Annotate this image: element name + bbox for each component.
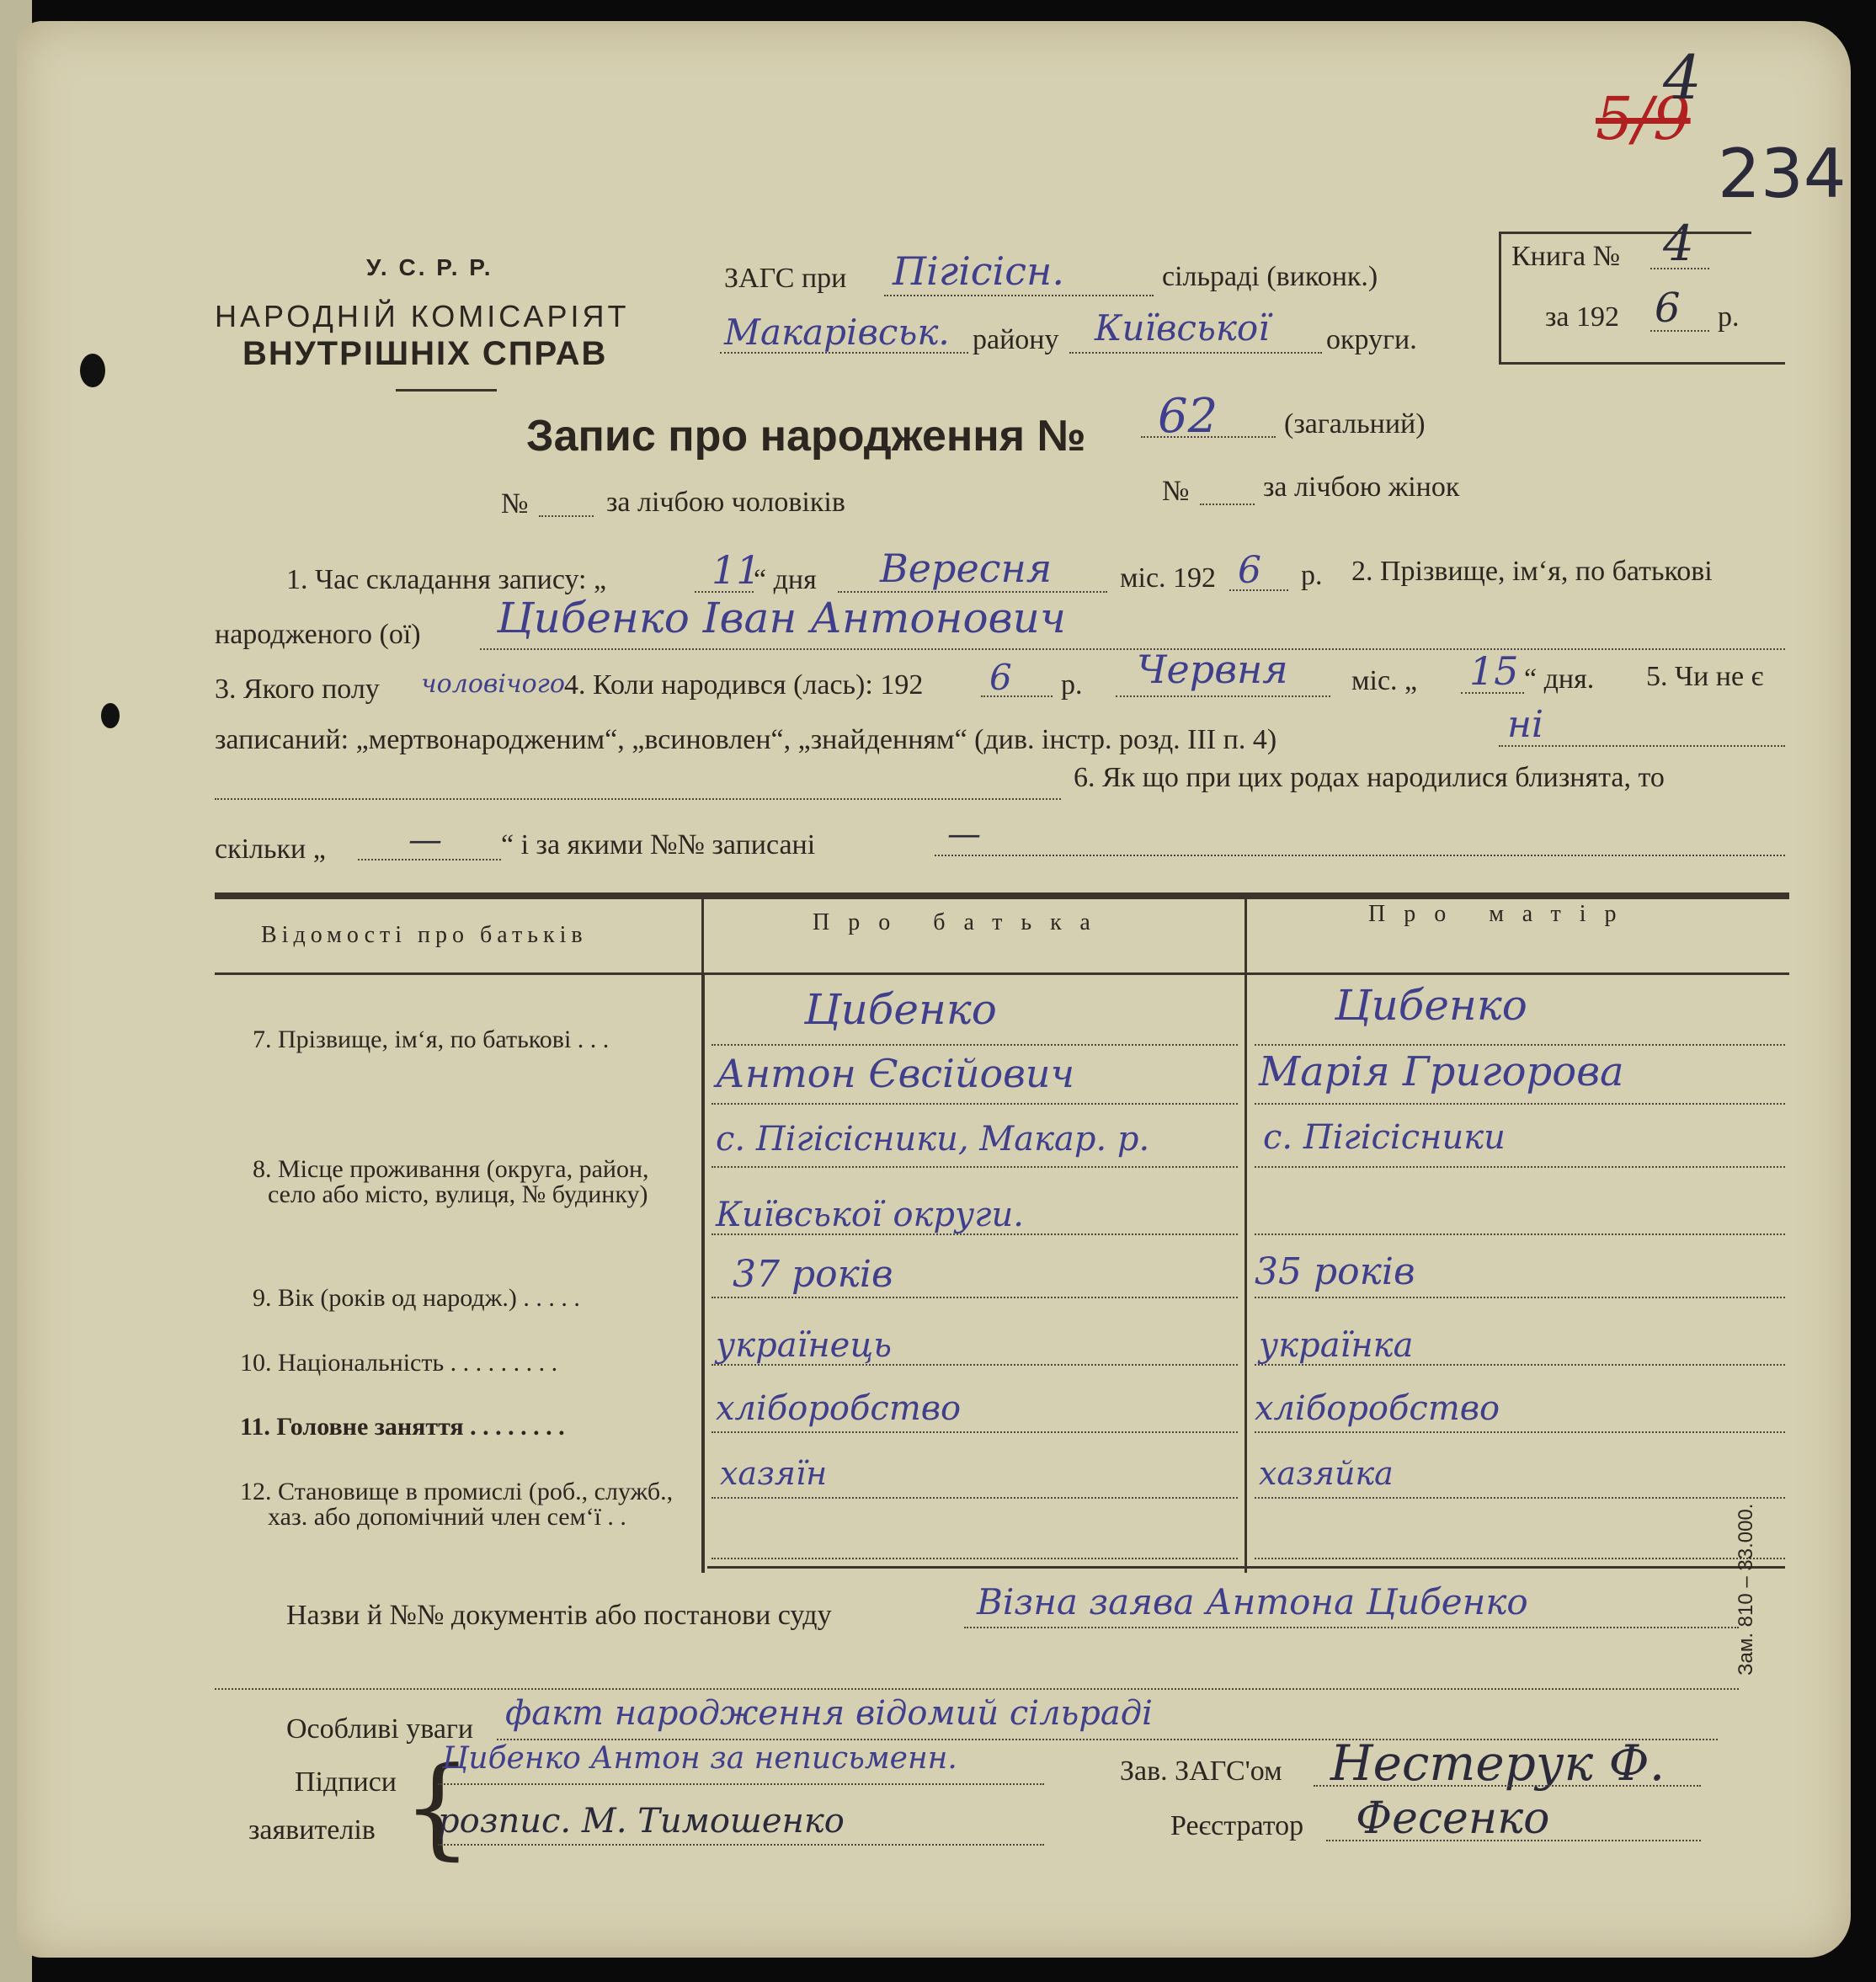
twins-numbers-line xyxy=(935,855,1785,856)
child-sex: чоловічого xyxy=(421,669,565,699)
documents-line-1 xyxy=(964,1627,1739,1628)
q1-year-line xyxy=(1229,589,1288,591)
print-code: Зам. 810 – 33.000. xyxy=(1735,1503,1757,1676)
mother-line-4 xyxy=(1255,1233,1785,1235)
father-line-8 xyxy=(711,1497,1238,1499)
book-year-digit: 6 xyxy=(1655,285,1681,332)
header-underline xyxy=(396,389,497,392)
q5-cont: записаний: „мертвонародженим“, „всиновлен“, „знайденням“ (див. інстр. розд. III п. 4) xyxy=(215,724,1277,755)
table-top-rule xyxy=(215,892,1789,899)
row-label-name: 7. Прізвище, ім‘я, по батькові . . . xyxy=(253,1026,610,1053)
father-age: 37 років xyxy=(733,1253,893,1296)
mother-nationality: українка xyxy=(1259,1326,1414,1365)
child-name-line xyxy=(480,648,1785,650)
father-line-3 xyxy=(711,1166,1238,1168)
book-label: Книга № xyxy=(1511,241,1621,272)
mother-line-3 xyxy=(1255,1166,1785,1168)
mother-line-8 xyxy=(1255,1497,1785,1499)
table-col-divider-1 xyxy=(701,894,704,975)
notes-value: факт народження відомий сільраді xyxy=(505,1694,1153,1733)
mother-age: 35 років xyxy=(1255,1250,1415,1293)
father-residence-2: Київської округи. xyxy=(716,1196,1024,1234)
registrar-line xyxy=(1326,1840,1701,1841)
documents-line-2 xyxy=(215,1688,1739,1690)
father-given-name: Антон Євсійович xyxy=(716,1051,1075,1096)
q1-day-line xyxy=(695,591,754,593)
applicant-line-2 xyxy=(438,1844,1044,1846)
birth-day-line xyxy=(1461,692,1524,694)
men-count-prefix: № xyxy=(501,488,529,519)
q1-label: 1. Час складання запису: „ xyxy=(286,564,607,595)
q4-day-label: “ дня. xyxy=(1524,663,1595,695)
row-label-nationality: 10. Національність . . . . . . . . . xyxy=(240,1349,558,1377)
men-count-label: за лічбою чоловіків xyxy=(606,487,845,518)
q2-label: 2. Прізвище, ім‘я, по батькові xyxy=(1351,556,1713,587)
page-number: 234 xyxy=(1718,135,1847,213)
book-box-left xyxy=(1499,232,1501,365)
book-year-line xyxy=(1650,330,1709,332)
book-number: 4 xyxy=(1663,215,1694,272)
signatures-brace: { xyxy=(402,1743,472,1871)
father-occupation: хліборобство xyxy=(716,1389,962,1428)
documents-value: Візна заява Антона Цибенко xyxy=(977,1581,1528,1622)
record-title-suffix: (загальний) xyxy=(1284,408,1426,440)
ministry-line1: НАРОДНІЙ КОМІСАРІЯТ xyxy=(215,299,630,333)
birth-month: Червня xyxy=(1137,647,1288,692)
book-box-top xyxy=(1499,232,1751,234)
margin-number-top: 4 xyxy=(1663,42,1702,113)
twins-count-line xyxy=(358,859,501,860)
q1-month-label: міс. 192 xyxy=(1120,562,1217,594)
father-residence-1: с. Пігісісники, Макар. р. xyxy=(716,1120,1150,1159)
col-header-info: Відомості про батьків xyxy=(261,922,588,948)
q1-day: 11 xyxy=(711,547,761,593)
father-line-7 xyxy=(711,1431,1238,1433)
q4-month-label: міс. „ xyxy=(1351,665,1418,696)
q6-label: 6. Як що при цих родах народилися близнята, то xyxy=(1074,762,1665,793)
applicant-signature-1: Цибенко Антон за неписьменн. xyxy=(442,1741,957,1776)
q5-label: 5. Чи не є xyxy=(1646,661,1764,692)
q6-cont1: скільки „ xyxy=(215,834,326,865)
father-line-2 xyxy=(711,1103,1238,1105)
father-surname: Цибенко xyxy=(804,985,997,1034)
row-label-residence-2: село або місто, вулиця, № будинку) xyxy=(268,1180,648,1208)
applicant-line-1 xyxy=(438,1783,1044,1785)
mother-line-1 xyxy=(1255,1044,1785,1046)
mother-occupation: хліборобство xyxy=(1255,1389,1500,1428)
twins-count: — xyxy=(408,821,442,860)
head-label: Зав. ЗАГС'ом xyxy=(1120,1756,1282,1787)
row-label-residence: 8. Місце проживання (округа, район, xyxy=(253,1155,649,1183)
state-name: У. С. Р. Р. xyxy=(366,254,493,280)
mother-given-name: Марія Григорова xyxy=(1259,1048,1624,1095)
row-label-age: 9. Вік (років од народж.) . . . . . xyxy=(253,1284,580,1312)
table-col-divider-body-1 xyxy=(701,975,705,1573)
book-box-bottom xyxy=(1499,362,1785,365)
q1-year: 6 xyxy=(1238,549,1261,592)
mother-line-7 xyxy=(1255,1431,1785,1433)
women-count-line xyxy=(1200,503,1255,505)
margin-number-crossed: 5/9 xyxy=(1596,84,1691,153)
zags-council-suffix: сільраді (виконк.) xyxy=(1162,261,1378,292)
father-line-9 xyxy=(711,1558,1238,1559)
record-number: 62 xyxy=(1158,389,1218,444)
q5-answer-line xyxy=(1499,745,1785,747)
mother-line-9 xyxy=(1255,1558,1785,1559)
mother-position: хазяйка xyxy=(1259,1455,1394,1492)
q4-label: 4. Коли народився (лась): 192 xyxy=(564,669,924,701)
father-line-4 xyxy=(711,1233,1238,1235)
table-header-rule xyxy=(215,972,1789,975)
col-header-father: Про батька xyxy=(813,909,1109,935)
registrar-label: Реєстратор xyxy=(1170,1810,1304,1841)
binding-hole xyxy=(80,354,105,387)
table-bottom-rule xyxy=(707,1566,1785,1569)
q1-day-label: “ дня xyxy=(754,564,817,595)
birth-day: 15 xyxy=(1469,648,1519,694)
q5-answer: ні xyxy=(1507,703,1544,746)
men-count-line xyxy=(539,515,594,517)
documents-label: Назви й №№ документів або постанови суду xyxy=(286,1600,832,1631)
book-year-label: за 192 xyxy=(1545,301,1620,333)
father-line-5 xyxy=(711,1297,1238,1298)
row-label-position-2: хаз. або допомічний член сем‘ї . . xyxy=(268,1503,626,1531)
q4-r: р. xyxy=(1061,669,1083,701)
father-line-6 xyxy=(711,1364,1238,1366)
head-signature: Нестерук Ф. xyxy=(1330,1734,1665,1792)
father-position: хазяїн xyxy=(720,1455,828,1492)
zags-council-line xyxy=(884,295,1154,296)
head-line xyxy=(1314,1785,1701,1787)
record-title: Запис про народження № xyxy=(526,412,1086,461)
q1-month: Вересня xyxy=(880,546,1053,591)
birth-year: 6 xyxy=(989,657,1012,698)
zags-district-label: району xyxy=(973,324,1059,355)
mother-surname: Цибенко xyxy=(1335,981,1527,1030)
record-number-line xyxy=(1141,436,1276,438)
q6-cont2: “ і за якими №№ записані xyxy=(501,829,816,860)
mother-residence: с. Пігісісники xyxy=(1263,1118,1506,1157)
row-label-position: 12. Становище в промислі (роб., служб., xyxy=(240,1478,674,1505)
child-name: Цибенко Іван Антонович xyxy=(497,594,1066,642)
zags-district-line xyxy=(720,352,968,354)
birth-month-line xyxy=(1116,695,1330,697)
women-count-prefix: № xyxy=(1162,476,1190,507)
zags-okrug-line xyxy=(1069,352,1322,354)
mother-line-6 xyxy=(1255,1364,1785,1366)
signatures-label-2: заявителів xyxy=(248,1814,376,1846)
father-line-1 xyxy=(711,1044,1238,1046)
q6-blank-line xyxy=(215,798,1061,800)
birth-year-line xyxy=(981,695,1053,697)
zags-district-name: Макарівськ. xyxy=(724,312,950,353)
notes-label: Особливі уваги xyxy=(286,1713,474,1745)
q3-label: 3. Якого полу xyxy=(215,674,380,705)
book-year-suffix: р. xyxy=(1718,301,1740,333)
mother-line-5 xyxy=(1255,1297,1785,1298)
table-col-divider-body-2 xyxy=(1244,975,1247,1573)
signatures-label: Підписи xyxy=(295,1766,397,1798)
q1-year-suffix: р. xyxy=(1301,560,1323,591)
twins-numbers: — xyxy=(947,815,981,854)
father-nationality: українець xyxy=(716,1326,893,1365)
ministry-line2: ВНУТРІШНІХ СПРАВ xyxy=(242,335,608,372)
mother-line-2 xyxy=(1255,1103,1785,1105)
q2-cont: народженого (ої) xyxy=(215,619,421,650)
women-count-label: за лічбою жінок xyxy=(1263,472,1460,503)
registrar-signature: Фесенко xyxy=(1356,1793,1550,1844)
col-header-mother: Про матір xyxy=(1368,901,1635,927)
row-label-occupation: 11. Головне заняття . . . . . . . . xyxy=(240,1413,565,1441)
binding-hole xyxy=(101,703,120,728)
zags-council-name: Пігісісн. xyxy=(893,248,1064,294)
zags-okrug-name: Київської xyxy=(1095,307,1270,349)
zags-okrug-label: округи. xyxy=(1326,324,1417,355)
applicant-signature-2: розпис. М. Тимошенко xyxy=(438,1802,845,1841)
q1-month-line xyxy=(838,591,1107,593)
table-col-divider-2 xyxy=(1244,894,1247,975)
book-number-line xyxy=(1650,268,1709,269)
zags-prefix: ЗАГС при xyxy=(724,263,847,294)
